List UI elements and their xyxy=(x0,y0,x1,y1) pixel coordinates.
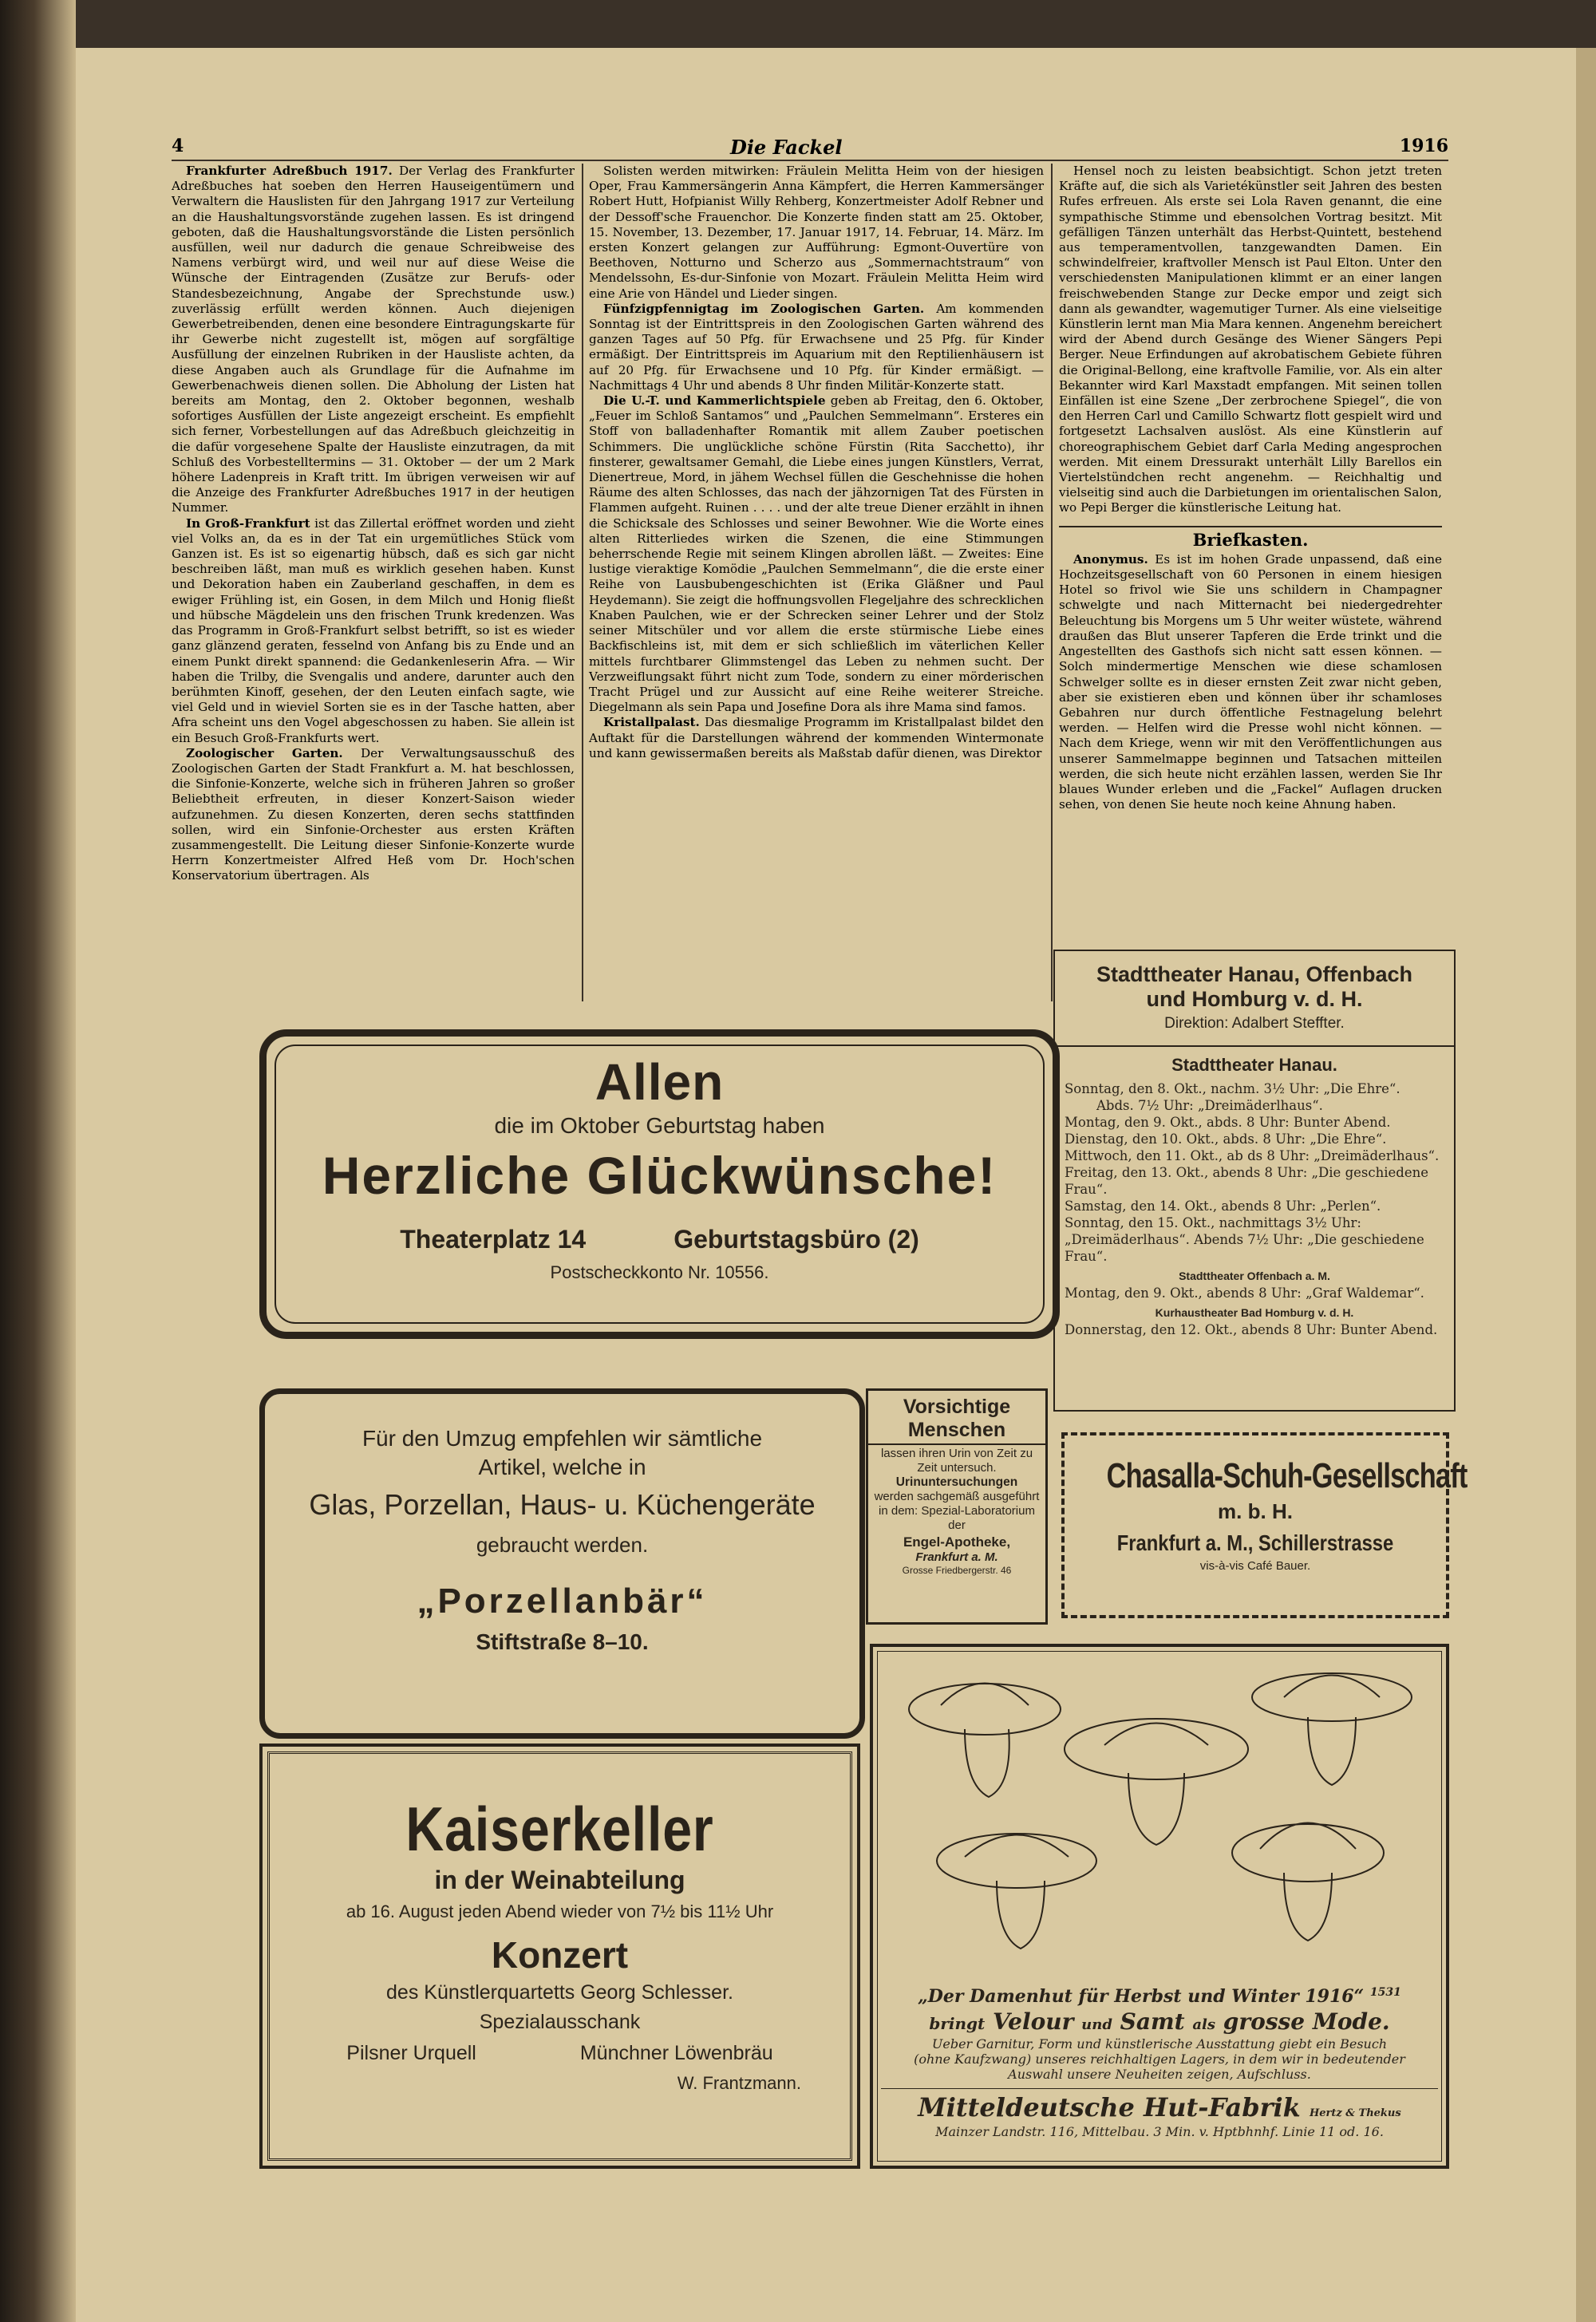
ad-porzellanbaer xyxy=(259,1388,865,1739)
chasalla-address: Frankfurt a. M., Schillerstrasse xyxy=(1116,1530,1394,1555)
face-outline-icon xyxy=(997,1881,1045,1949)
apotheke-name: Engel-Apotheke, xyxy=(903,1534,1011,1550)
column-2 xyxy=(589,164,1044,761)
umzug-line: Artikel, welche in xyxy=(478,1455,646,1479)
face-outline-icon xyxy=(965,1729,1009,1797)
hut-headline: „Der Damenhut für Herbst und Winter 1916“ $^{1531}$ xyxy=(918,1986,1401,2007)
ad-birthday-greeting: Herzliche Glückwünsche! xyxy=(322,1146,998,1205)
umzug-line: Für den Umzug empfehlen wir sämtliche xyxy=(361,1426,763,1451)
porzellanbaer-address: Stiftstraße 8–10. xyxy=(476,1629,649,1654)
hut-text: Auswahl unsere Neuheiten zeigen, Aufschluss. xyxy=(1008,2067,1311,2082)
hat-brim-icon xyxy=(909,1684,1061,1735)
hat-brim-icon xyxy=(1232,1824,1384,1882)
schedule-line: Abds. 7½ Uhr: „Dreimäderlhaus“. xyxy=(1096,1098,1323,1113)
kaiserkeller-konzert: Konzert xyxy=(491,1934,629,1976)
face-outline-icon xyxy=(1284,1873,1332,1941)
kaiserkeller-sign: W. Frantzmann. xyxy=(677,2073,801,2093)
ad-birthday-address: Theaterplatz 14 Geburtstagsbüro (2) xyxy=(400,1225,919,1254)
kaiserkeller-beers: Pilsner Urquell Münchner Löwenbräu xyxy=(346,2042,773,2064)
porzellanbaer-name: „Porzellanbär“ xyxy=(417,1582,708,1621)
schedule-line: Samstag, den 14. Okt., abends 8 Uhr: „Perlen“. xyxy=(1065,1199,1381,1214)
hut-fabrik-address: Mainzer Landstr. 116, Mittelbau. 3 Min. v. Hptbhnhf. Linie 11 od. 16. xyxy=(935,2124,1384,2139)
article-kristallpalast-cont: Hensel noch zu leisten beabsichtigt. Schon jetzt treten Kräfte auf, die sich als Varietékünstler seit Jahren des besten Rufes erfreuen. Als erste sei Lola Raven genannt, die eine sympathische Stimme und ebensolchen Vortrag besitzt. Mit gefälligen Tänzen unterhält das Herbst-Quintett, bestehend aus temperamentvollen, tanzgewandten Damen. Ein schwindelfreier, kraftvoller Mensch ist Paul Elton. Unter den verschiedensten Manipulationen klimmt er an einer langen freischwebenden Stange zur Decke empor und zeigt sich dann als gewandter, wagemutiger Turner. Als eine vielseitige Künstlerin lernt man Mia Mara kennen. Angenehm bereichert wird der Abend durch Gesänge des Wiener Sängers Pepi Berger. Neue Erfindungen auf akrobatischem Gebiete führen die Original-Bellong, eine kraftvolle Familie, vor. Als ein alter Bekannter wird Karl Maxstadt empfangen. Mit seinen tollen Einfällen ist eine Szene „Der zerbrochene Spiegel“, die von den Herren Carl und Camillo Schwartz flott gespielt wird und fortgesetzt Lachsalven auslöst. Als eine Künstlerin auf choreographischem Gebiet darf Carla Meding angesprochen werden. Mit einem Dressurakt unterhält Lilly Barellos ein Viertelstündchen recht angenehm. — Reichhaltig und vielseitig sind auch die Darbietungen im orientalischen Salon, wo Pepi Berger die künstlerische Leitung hat. xyxy=(1059,164,1442,515)
article-fuenfzigpfennigtag: Fünfzigpfennigtag im Zoologischen Garten. Am kommenden Sonntag ist der Eintrittspreis in den Zoologischen Garten während des ganzen Tages auf 50 Pfg. für Erwachsene und 25 Pfg. für Kinder ermäßigt. Der Eintrittspreis im Aquarium mit den Reptilienhäusern ist auf 20 Pfg. für Erwachsene und 10 Pfg. für Kinder ermäßigt. — Nachmittags 4 Uhr und abends 8 Uhr finden Militär-Konzerte statt. xyxy=(589,301,1044,393)
schedule-line: Freitag, den 13. Okt., abends 8 Uhr: „Die geschiedene Frau“. xyxy=(1065,1165,1428,1197)
theater-title-2: und Homburg v. d. H. xyxy=(1146,987,1363,1011)
column-3 xyxy=(1059,164,1442,812)
article-adressbuch: Frankfurter Adreßbuch 1917. Der Verlag des Frankfurter Adreßbuches hat soeben den Herren Hauseigentümern und Verwaltern die Hauslisten für den Jahrgang 1917 zur Verteilung an die Haushaltungsvorstände zugehen lassen. Es ist dringend geboten, daß die Haushaltungsvorstände die Listen persönlich ausfüllen, weil nur dadurch die genaue Schreibweise des Namens verbürgt wird, und weil nur auf diese Weise die Wünsche der Eintragenden (Zusätze zur Berufs- oder Standesbezeichnung, Angabe der Sprechstunde usw.) zuverlässig erfüllt werden können. Auch diejenigen Gewerbetreibenden, denen eine besondere Eintragungskarte für ihr Gewerbe nicht zugestellt ist, mögen auf sorgfältige Ausfüllung der einzelnen Rubriken in der Hausliste achten, da diese Angaben auch als Grundlage für die Aufnahme im Gewerbenachweis dienen sollen. Die Abholung der Listen hat bereits am Montag, den 2. Oktober begonnen, weshalb sofortiges Ausfüllen der Liste angezeigt erscheint. Es empfiehlt sich ferner, Vorbestellungen auf das Adreßbuch gleichzeitig in die dafür vorgesehene Spalte der Hausliste einzutragen, da mit Schluß des Vorbestelltermins — 31. Oktober — der um 2 Mark höhere Ladenpreis in Kraft tritt. Im übrigen verweisen wir auf die Anzeige des Frankfurter Adreßbuches 1917 in der heutigen Nummer. xyxy=(172,164,575,515)
apotheke-text: lassen ihren Urin von Zeit zu Zeit untersuch. xyxy=(880,1447,1033,1475)
chasalla-vis: vis-à-vis Café Bauer. xyxy=(1199,1559,1311,1573)
hut-text: (ohne Kaufzwang) unseres reichhaltigen Lagers, in dem wir in bedeutender xyxy=(914,2051,1405,2067)
schedule-line: Donnerstag, den 12. Okt., abends 8 Uhr: Bunter Abend. xyxy=(1065,1322,1438,1337)
theater-title: Stadttheater Hanau, Offenbach xyxy=(1096,962,1413,986)
article-gross-frankfurt: In Groß-Frankfurt ist das Zillertal eröffnet worden und zieht viel Volks an, da es in der Tat ein urgemütliches Stück vom Ganzen ist. Es ist so eigenartig hübsch, daß es sich gar nicht beschreiben läßt, man muß es wirklich gesehen haben. Kunst und Dekoration haben ein Zauberland geschaffen, in dem es ewiger Frühling ist, ein Gosen, in dem Milch und Honig fließt und hübsche Mägdelein uns den frischen Trunk kredenzen. Was das Programm in Groß-Frankfurt selbst betrifft, so ist es wieder ganz glänzend geraten, fesselnd von Anfang bis zu Ende und an einem Punkt direkt spannend: die Gedankenleserin Afra. — Wir haben die Trilby, die Svengalis und andere, darunter auch den berühmten Kinoff, gesehen, der den Leuten einfach sagte, wie viel Geld und in wieviel Sorten sie es in der Tasche hatten, aber Afra scheint uns den Vogel abgeschossen zu haben. Sie allein ist ein Besuch Groß-Frankfurts wert. xyxy=(172,515,575,745)
chasalla-mbh: m. b. H. xyxy=(1218,1499,1293,1523)
kaiserkeller-time: ab 16. August jeden Abend wieder von 7½ bis 11½ Uhr xyxy=(346,1901,774,1921)
hat-brim-icon xyxy=(1065,1719,1248,1779)
face-outline-icon xyxy=(1308,1717,1356,1785)
apotheke-title: Vorsichtige xyxy=(903,1396,1011,1418)
ad-engel-apotheke xyxy=(866,1388,1048,1625)
ad-birthday-konto: Postscheckkonto Nr. 10556. xyxy=(550,1262,769,1282)
apotheke-title-2: Menschen xyxy=(907,1419,1006,1441)
umzug-products: Glas, Porzellan, Haus- u. Küchengeräte xyxy=(309,1488,816,1521)
masthead-title: Die Fackel xyxy=(730,136,843,159)
hat-crown-icon xyxy=(1284,1676,1380,1698)
schedule-line: Dienstag, den 10. Okt., abds. 8 Uhr: „Die Ehre“. xyxy=(1065,1131,1387,1147)
apotheke-address: Grosse Friedbergerstr. 46 xyxy=(902,1565,1012,1576)
ad-stadttheater xyxy=(1053,950,1456,1412)
schedule-line: Mittwoch, den 11. Okt., ab ds 8 Uhr: „Dreimäderlhaus“. xyxy=(1065,1148,1440,1163)
hat-brim-icon xyxy=(937,1834,1096,1888)
hats-illustration-icon xyxy=(877,1653,1436,1984)
ad-birthday-title: Allen xyxy=(595,1053,725,1111)
briefkasten-text: Anonymus. Es ist im hohen Grade unpassend, daß eine Hochzeitsgesellschaft von 60 Personen in einem hiesigen Hotel so frivol wie Sie uns schildern in Champagner schwelgte und nach Mitternacht bei niedergedrehter Beleuchtung bis Morgens um 5 Uhr weiter wüstete, während draußen das Blut unserer Tapferen die Erde trinkt und die Angestellten des Gasthofs sich nicht satt essen können. — Solch mindermertige Menschen wie diese schamlosen Schwelger sollte es in dieser ernsten Zeit zwar nicht geben, aber sie existieren eben und können über ihr schamloses Gebahren nur durch öffentliche Festnagelung belehrt werden. — Helfen wird die Presse wohl nicht können. — Nach dem Kriege, wenn wir mit den Veröffentlichungen aus unserer Sammelmappe beginnen und Tatsachen mitteilen werden, die sich heute nicht erzählen lassen, werden Sie Ihr blaues Wunder erleben und die „Fackel“ Auflagen drucken sehen, von denen Sie heute noch keine Ahnung haben. xyxy=(1059,551,1443,812)
ad-birthday-line: die im Oktober Geburtstag haben xyxy=(494,1113,825,1138)
hut-fabrik-name: Mitteldeutsche Hut-Fabrik Hertz & Thekus xyxy=(881,2088,1438,2123)
article-kristallpalast: Kristallpalast. Das diesmalige Programm im Kristallpalast bildet den Auftakt für die Darstellungen während der kommenden Wintermonate und kann gewissermaßen bereits als Maßstab dafür dienen, was Direktor xyxy=(589,715,1044,760)
page-edge xyxy=(1576,48,1596,2322)
apotheke-text: werden sachgemäß ausgeführt in dem: Spezial-Laboratorium der xyxy=(874,1490,1040,1532)
ad-hut-fabrik xyxy=(870,1644,1449,2169)
column-rule xyxy=(1051,164,1053,1001)
article-lichtspiele: Die U.-T. und Kammerlichtspiele geben ab Freitag, den 6. Oktober, „Feuer im Schloß Santamos“ und „Paulchen Semmelmann“. Ersteres ein Stoff von balladenhafter Romantik mit allem Zauber poetischen Schimmers. Die unglückliche schöne Fürstin (Rita Sacchetto), ihr finsterer, gewaltsamer Gemahl, die Liebe eines jungen Künstlers, Verrat, Dienertreue, Mord, in jähem Wechsel füllen die Geschehnisse die hohen Räume des alten Schlosses, das nach der jähzornigen Tat des Fürsten in Flammen aufgeht. Ruinen . . . . und der alte treue Diener erzählt in ihnen die Schicksale des Schlosses und seiner Bewohner. Wie die Worte eines alten Ritterliedes wirken die Szenen, die eine Stimmungen beherrschende Regie mit seinem Klingen abrollen läßt. — Zweites: Eine lustige vieraktige Komödie „Paulchen Semmelmann“, die die erste einer Reihe von Lausbubengeschichten ist (Erika Gläßner und Paul Heydemann). Sie zeigt die hoffnungsvollen Flegeljahre des schrecklichen Knaben Paulchen, wie er der Schrecken seiner Lehrer und der Stolz seiner Mitschüler und vor allem die erste stürmische Liebe eines Backfischleins ist, mit dem er sich schließlich im väterlichen Keller mittels furchtbarer Glimmstengel das Leben zu nehmen sucht. Der Verzweiflungsakt führt nicht zum Tode, sondern zu einer mörderischen Tracht Prügel und zur Aussicht auf eine Reihe weiterer Streiche. Diegelmann als sein Papa und Josefine Dora als ihre Mama sind famos. xyxy=(589,393,1044,715)
kaiserkeller-title: Kaiserkeller xyxy=(405,1794,714,1864)
hat-brim-icon xyxy=(1252,1673,1412,1721)
schedule-line: Sonntag, den 15. Okt., nachmittags 3½ Uhr: „Dreimäderlhaus“. Abends 7½ Uhr: „Die geschiedene Frau“. xyxy=(1065,1215,1424,1264)
page-year: 1916 xyxy=(1399,136,1448,156)
apotheke-service: Urinuntersuchungen xyxy=(895,1475,1018,1489)
page-number: 4 xyxy=(172,136,184,156)
face-outline-icon xyxy=(1128,1773,1184,1845)
apotheke-city: Frankfurt a. M. xyxy=(915,1550,998,1564)
column-1 xyxy=(172,164,575,884)
schedule-line: Montag, den 9. Okt., abends 8 Uhr: „Graf Waldemar“. xyxy=(1065,1285,1424,1301)
ad-birthday xyxy=(259,1029,1060,1339)
column-rule xyxy=(582,164,583,1001)
theater-hanau-heading: Stadttheater Hanau. xyxy=(1055,1045,1454,1076)
hut-text: Ueber Garnitur, Form und künstlerische Ausstattung giebt ein Besuch xyxy=(931,2036,1388,2051)
theater-offenbach-heading: Stadttheater Offenbach a. M. xyxy=(1179,1270,1330,1282)
schedule-line: Montag, den 9. Okt., abds. 8 Uhr: Bunter Abend. xyxy=(1065,1115,1391,1130)
ad-chasalla xyxy=(1061,1432,1468,1618)
schedule-line: Sonntag, den 8. Okt., nachm. 3½ Uhr: „Die Ehre“. xyxy=(1065,1081,1400,1096)
article-solisten: Solisten werden mitwirken: Fräulein Melitta Heim von der hiesigen Oper, Frau Kammersängerin Anna Kämpfert, die Herren Kammersänger Robert Hutt, Hofpianist Willy Rehberg, Konzertmeister Adolf Rebner und der Dessoff'sche Frauenchor. Die Konzerte finden statt am 25. Oktober, 15. November, 13. Dezember, 17. Januar 1917, 14. Februar, 14. März. Im ersten Konzert gelangen zur Aufführung: Egmont-Ouvertüre von Beethoven, Notturno und Scherzo aus „Sommernachtstraum“ von Mendelssohn, Es-dur-Sinfonie von Mozart. Fräulein Melitta Heim wird eine Arie von Händel und Lieder singen. xyxy=(589,164,1044,301)
page-header xyxy=(172,136,1448,161)
kaiserkeller-quartett: des Künstlerquartetts Georg Schlesser. xyxy=(386,1981,733,2004)
kaiserkeller-spezial: Spezialausschank xyxy=(479,2011,641,2033)
hut-velour-samt: bringt Velour und Samt als grosse Mode. xyxy=(929,2008,1390,2035)
hat-crown-icon xyxy=(1104,1724,1208,1746)
book-binding xyxy=(0,0,76,2322)
briefkasten-heading: Briefkasten. xyxy=(1059,526,1442,547)
theater-direktion: Direktion: Adalbert Steffter. xyxy=(1164,1015,1345,1032)
theater-homburg-heading: Kurhaustheater Bad Homburg v. d. H. xyxy=(1155,1306,1354,1319)
umzug-line: gebraucht werden. xyxy=(476,1533,649,1557)
article-zoologischer-garten: Zoologischer Garten. Der Verwaltungsausschuß des Zoologischen Garten der Stadt Frankfurt a. M. hat beschlossen, die Sinfonie-Konzerte, welche sich in früheren Jahren so großer Beliebtheit erfreuten, in dieser Konzert-Saison wieder aufzunehmen. Zu diesen Konzerten, deren sechs stattfinden sollen, wird ein Sinfonie-Orchester aus ersten Kräften zusammengestellt. Die Leitung dieser Sinfonie-Konzerte wurde Herrn Konzertmeister Alfred Heß vom Dr. Hoch'schen Konservatorium übertragen. Als xyxy=(172,745,575,883)
hat-crown-icon xyxy=(965,1835,1069,1858)
theater-schedule xyxy=(1055,1076,1454,1338)
chasalla-name: Chasalla-Schuh-Gesellschaft xyxy=(1106,1456,1468,1495)
ad-kaiserkeller xyxy=(259,1743,860,2169)
kaiserkeller-sub: in der Weinabteilung xyxy=(434,1866,685,1894)
